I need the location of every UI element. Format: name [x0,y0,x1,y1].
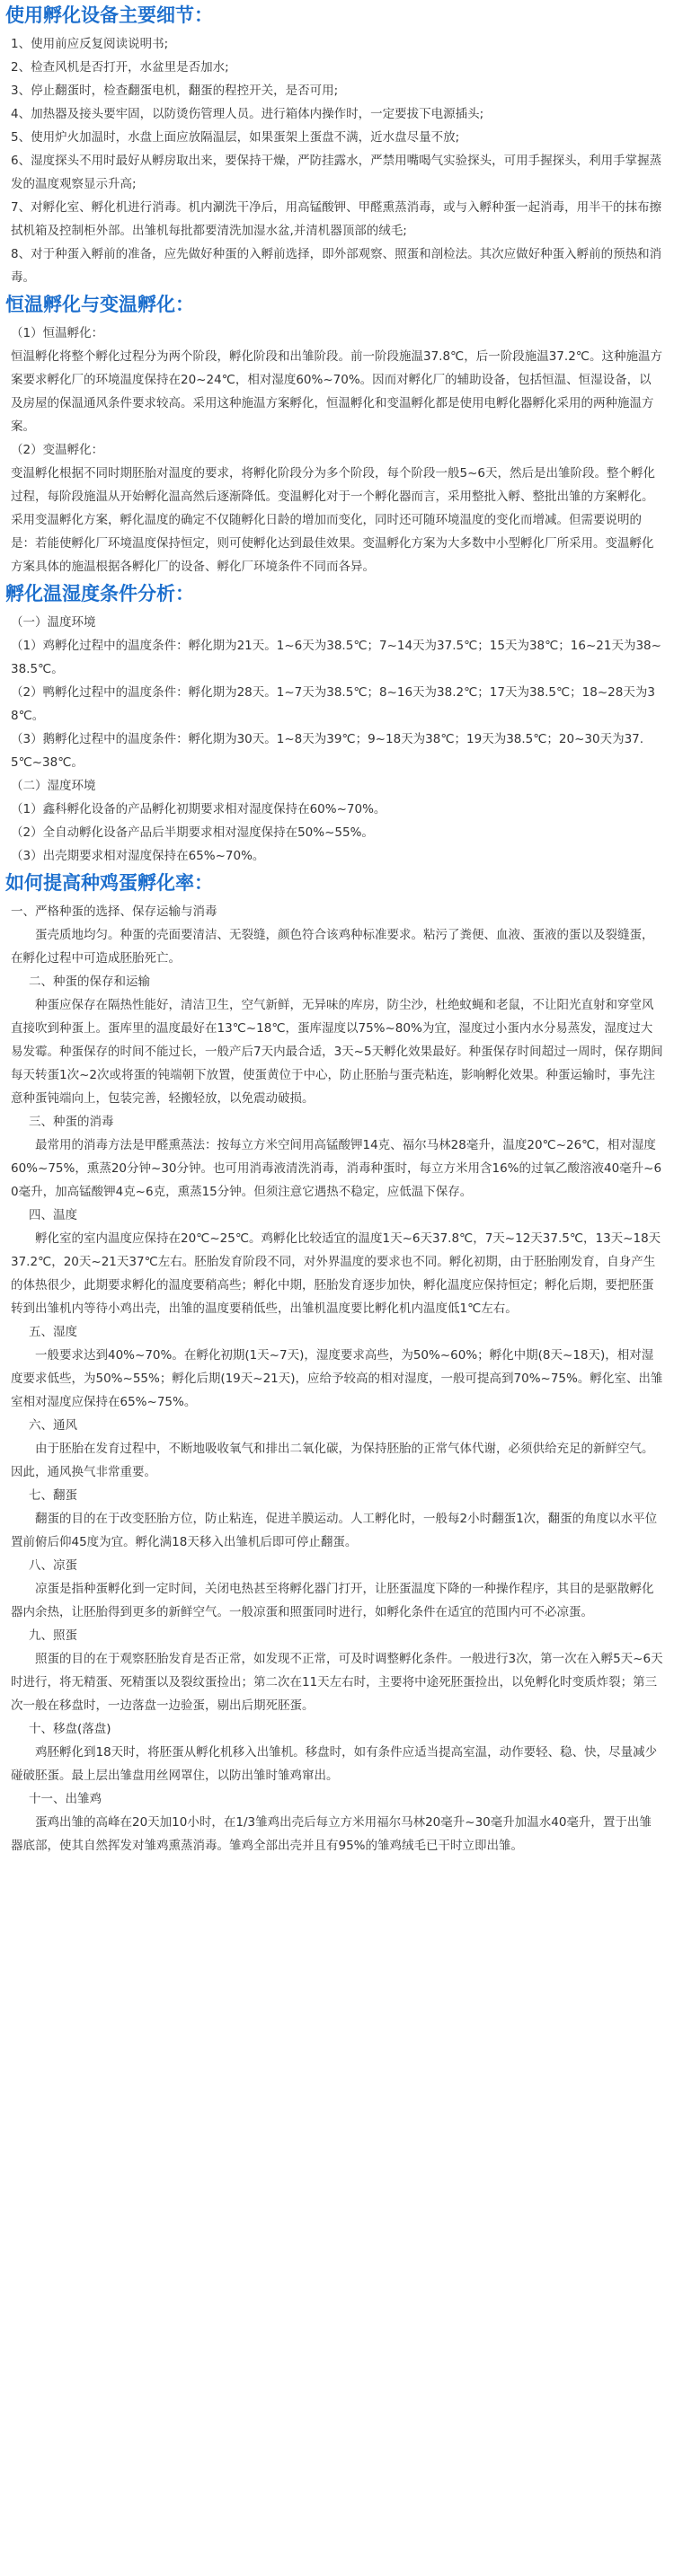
paragraph: 最常用的消毒方法是甲醛熏蒸法：按每立方米空间用高锰酸钾14克、福尔马林28毫升，温度20℃~26℃，相对湿度60%~75%，熏蒸20分钟~30分钟。也可用消毒液清洗消毒，消毒种蛋时，每立方米用含16%的过氧乙酸溶液40毫升~60毫升，加高锰酸钾4克~6克，熏蒸15分钟。但须注意它遇热不稳定，应低温下保存。 [11,1138,662,1199]
list-item: 1、使用前应反复阅读说明书; [11,37,169,51]
list-item: （2）全自动孵化设备产品后半期要求相对湿度保持在50%~55%。 [11,825,374,840]
list-item: （1）鸡孵化过程中的温度条件：孵化期为21天。1~6天为38.5℃；7~14天为37.5℃；15天为38℃；16~21天为38~38.5℃。 [11,639,661,676]
list-item: （3）鹅孵化过程中的温度条件：孵化期为30天。1~8天为39℃；9~18天为38℃；19天为38.5℃；20~30天为37.5℃~38℃。 [11,732,644,770]
section-constant-variable-temp [0,289,674,578]
list-item: 2、检查风机是否打开，水盆里是否加水; [11,60,229,75]
sub-heading: 二、种蛋的保存和运输 [29,975,150,989]
section-equipment-details [0,0,674,289]
list-item: 6、湿度探头不用时最好从孵房取出来，要保持干燥，严防挂露水，严禁用嘴喝气实验探头，可用手握探头，利用手掌握蒸发的温度观察显示升高; [11,154,662,191]
paragraph: 由于胚胎在发育过程中，不断地吸收氧气和排出二氧化碳，为保持胚胎的正常气体代谢，必须供给充足的新鲜空气。因此，通风换气非常重要。 [11,1442,654,1479]
section-heading: 使用孵化设备主要细节： [5,4,213,26]
section-heading: 孵化温湿度条件分析： [5,583,194,604]
paragraph: 蛋鸡出雏的高峰在20天加10小时，在1/3雏鸡出壳后每立方米用福尔马林20毫升~30毫升加温水40毫升，置于出雏器底部，使其自然挥发对雏鸡熏蒸消毒。雏鸡全部出壳并且有95%的雏鸡绒毛已干时立即出雏。 [11,1815,652,1853]
sub-heading: 七、翻蛋 [29,1488,77,1503]
sub-heading: 六、通风 [29,1418,77,1433]
paragraph: 凉蛋是指种蛋孵化到一定时间，关闭电热甚至将孵化器门打开，让胚蛋温度下降的一种操作程序，其目的是驱散孵化器内余热，让胚胎得到更多的新鲜空气。一般凉蛋和照蛋同时进行，如孵化条件在适宜的范围内可不必凉蛋。 [11,1582,654,1619]
paragraph: 变温孵化根据不同时期胚胎对温度的要求，将孵化阶段分为多个阶段，每个阶段一般5~6天，然后是出雏阶段。整个孵化过程，每阶段施温从开始孵化温高然后逐渐降低。变温孵化对于一个孵化器而言，采用整批入孵、整批出雏的方案孵化。采用变温孵化方案，孵化温度的确定不仅随孵化日龄的增加而变化，同时还可随环境温度的变化而增减。但需要说明的是：若能使孵化厂环境温度保持恒定，则可使孵化达到最佳效果。变温孵化方案为大多数中小型孵化厂所采用。变温孵化方案具体的施温根据各孵化厂的设备、孵化厂环境条件不同而各异。 [11,466,655,574]
list-item: 4、加热器及接头要牢固，以防烫伤管理人员。进行箱体内操作时，一定要拔下电源插头; [11,107,484,121]
section-heading: 恒温孵化与变温孵化： [5,294,194,315]
list-item: （3）出壳期要求相对湿度保持在65%~70%。 [11,849,265,863]
section-temp-humidity-analysis [0,578,674,868]
paragraph: 一般要求达到40%~70%。在孵化初期(1天~7天)，湿度要求高些，为50%~60%；孵化中期(8天~18天)，相对湿度要求低些，为50%~55%；孵化后期(19天~21天)，应给予较高的相对湿度，一般可提高到70%~75%。孵化室、出雏室相对湿度应保持在65%~75%。 [11,1348,663,1409]
list-item: （2）鸭孵化过程中的温度条件：孵化期为28天。1~7天为38.5℃；8~16天为38.2℃；17天为38.5℃；18~28天为38℃。 [11,685,655,723]
sub-heading: 一、严格种蛋的选择、保存运输与消毒 [11,904,217,919]
sub-heading: （1）恒温孵化： [11,326,104,340]
sub-heading: 九、照蛋 [29,1628,77,1643]
sub-heading: 十一、出雏鸡 [29,1792,102,1806]
paragraph: 鸡胚孵化到18天时，将胚蛋从孵化机移入出雏机。移盘时，如有条件应适当提高室温，动作要轻、稳、快，尽量减少碰破胚蛋。最上层出雏盘用丝网罩住，以防出雏时雏鸡窜出。 [11,1745,658,1783]
sub-heading: 三、种蛋的消毒 [29,1115,114,1129]
sub-heading: 五、湿度 [29,1325,77,1339]
paragraph: 孵化室的室内温度应保持在20℃~25℃。鸡孵化比较适宜的温度1天~6天37.8℃，7天~12天37.5℃，13天~18天37.2℃，20天~21天37℃左右。胚胎发育阶段不同，对外界温度的要求也不同。孵化初期，由于胚胎刚发育，自身产生的体热很少，此期要求孵化的温度要稍高些；孵化中期，胚胎发育逐步加快，孵化温度应保持恒定；孵化后期，要把胚蛋转到出雏机内等待小鸡出壳，出雏的温度要稍低些，出雏机温度要比孵化机内温度低1℃左右。 [11,1231,661,1316]
paragraph: 照蛋的目的在于观察胚胎发育是否正常，如发现不正常，可及时调整孵化条件。一般进行3次，第一次在入孵5天~6天时进行，将无精蛋、死精蛋以及裂纹蛋捡出；第二次在11天左右时，主要将中途死胚蛋捡出，以免孵化时变质炸裂；第三次一般在移盘时，一边落盘一边验蛋，剔出后期死胚蛋。 [11,1652,663,1713]
paragraph: 蛋壳质地均匀。种蛋的壳面要清洁、无裂缝，颜色符合该鸡种标准要求。粘污了粪便、血液、蛋液的蛋以及裂缝蛋，在孵化过程中可造成胚胎死亡。 [11,928,654,966]
sub-heading: 八、凉蛋 [29,1558,77,1573]
paragraph: 种蛋应保存在隔热性能好，清洁卫生，空气新鲜，无异味的库房，防尘沙，杜绝蚊蝇和老鼠，不让阳光直射和穿堂风直接吹到种蛋上。蛋库里的温度最好在13℃~18℃，蛋库湿度以75%~80%为宜，湿度过小蛋内水分易蒸发，湿度过大易发霉。种蛋保存的时间不能过长，一般产后7天内最合适，3天~5天孵化效果最好。种蛋保存时间超过一周时，保存期间每天转蛋1次~2次或将蛋的钝端朝下放置，使蛋黄位于中心，防止胚胎与蛋壳粘连，影响孵化效果。种蛋运输时，事先注意种蛋钝端向上，包装完善，轻搬轻放，以免震动破损。 [11,998,663,1106]
sub-heading: 四、温度 [29,1208,77,1222]
section-heading: 如何提高种鸡蛋孵化率： [5,872,213,894]
paragraph: 翻蛋的目的在于改变胚胎方位，防止粘连，促进羊膜运动。人工孵化时，一般每2小时翻蛋1次，翻蛋的角度以水平位置前俯后仰45度为宜。孵化满18天移入出雏机后即可停止翻蛋。 [11,1512,658,1549]
sub-heading: （一）温度环境 [11,615,96,630]
paragraph: 恒温孵化将整个孵化过程分为两个阶段，孵化阶段和出雏阶段。前一阶段施温37.8℃，后一阶段施温37.2℃。这种施温方案要求孵化厂的环境温度保持在20~24℃，相对湿度60%~70%。因而对孵化厂的辅助设备，包括恒温、恒湿设备，以及房屋的保温通风条件要求较高。采用这种施温方案孵化，恒温孵化和变温孵化都是使用电孵化器孵化采用的两种施温方案。 [11,349,662,434]
section-improve-hatch-rate [0,868,674,1857]
list-item: 8、对于种蛋入孵前的准备，应先做好种蛋的入孵前选择，即外部观察、照蛋和剖检法。其次应做好种蛋入孵前的预热和消毒。 [11,247,662,285]
sub-heading: （二）湿度环境 [11,779,96,793]
list-item: 3、停止翻蛋时，检查翻蛋电机，翻蛋的程控开关，是否可用; [11,84,339,98]
sub-heading: 十、移盘(落盘) [29,1722,111,1736]
list-item: 7、对孵化室、孵化机进行消毒。机内涮洗干净后，用高锰酸钾、甲醛熏蒸消毒，或与入孵种蛋一起消毒，用半干的抹布擦拭机箱及控制柜外部。出雏机每批都要清洗加湿水盆,并清机器顶部的绒毛; [11,200,662,238]
sub-heading: （2）变温孵化： [11,443,104,457]
list-item: 5、使用炉火加温时，水盘上面应放隔温层，如果蛋架上蛋盘不满，近水盘尽量不放; [11,130,460,145]
list-item: （1）鑫科孵化设备的产品孵化初期要求相对湿度保持在60%~70%。 [11,802,386,816]
